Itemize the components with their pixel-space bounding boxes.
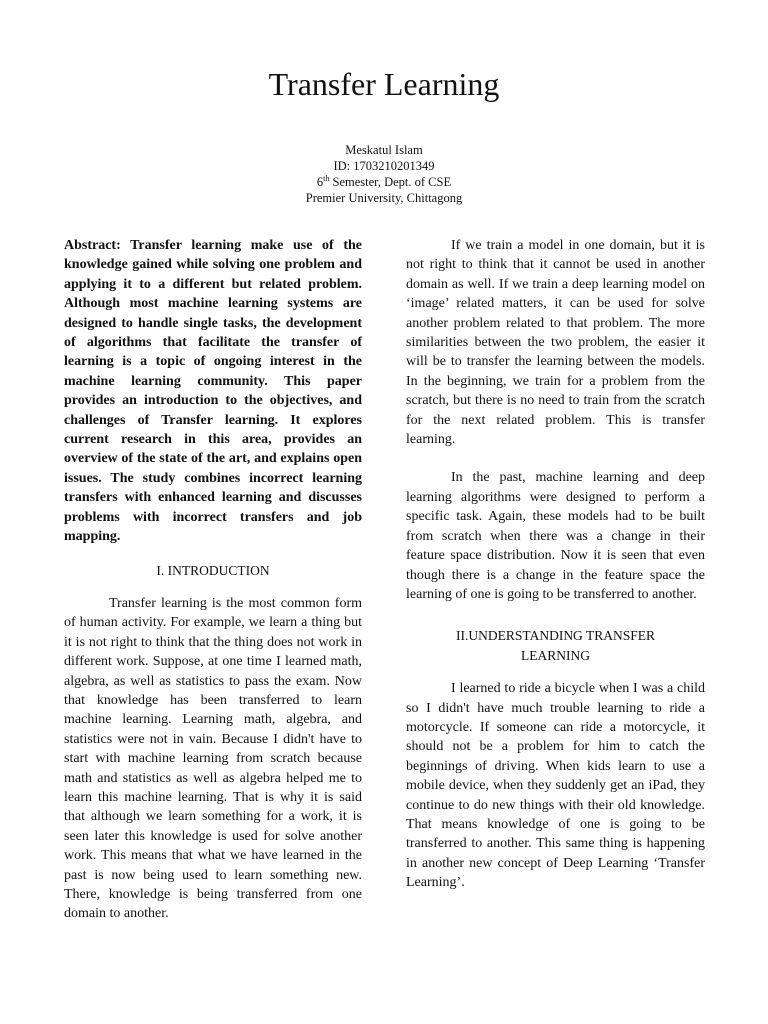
paper-title: Transfer Learning (268, 66, 500, 102)
author-block (0, 142, 768, 206)
section-heading-line-2: LEARNING (521, 647, 590, 663)
understanding-paragraph: I learned to ride a bicycle when I was a child so I didn't have much trouble learning to ride a motorcycle. If someone can ride a motorcycle, it should not be a problem for him to catch the beginnings of driving. When kids learn to use a mobile device, when they suddenly get an iPad, they continue to do new things with their old knowledge. That means knowledge of one is going to be transferred to another. This same thing is happening in another new concept of Deep Learning ‘Transfer Learning’. (406, 681, 705, 891)
semester-department: Semester, Dept. of CSE (329, 175, 452, 189)
section-heading-understanding (406, 626, 705, 665)
author-university: Premier University, Chittagong (305, 191, 463, 205)
body-paragraph-2: In the past, machine learning and deep learning algorithms were designed to perform a specific task. Again, these models had to be built from scratch when there was a change in their feature space distribution. Now it is seen that even though there is a change in the feature space the learning of one is going to be transferred to another. (406, 470, 705, 602)
body-paragraph-1: If we train a model in one domain, but it is not right to think that it cannot be used in another domain as well. If we train a deep learning model on ‘image’ related matters, it can be used for solve another problem related to that problem. The more similarities between the two problem, the easier it will be to transfer the learning between the models. In the beginning, we train for a problem from the scratch, but there is no need to train from the scratch for the next related problem. This is transfer learning. (406, 238, 705, 448)
introduction-paragraph: Transfer learning is the most common form of human activity. For example, we learn a thing but it is not right to think that the thing does not work in different work. Suppose, at one time I learned math, algebra, as well as statistics to pass the exam. Now that knowledge has been transferred to learn machine learning. Learning math, algebra, and statistics were not in vain. Because I didn't have to start with machine learning from scratch because math and statistics as well as algebra helped me to learn this machine learning. That is why it is said that although we learn something for a work, it is seen later this knowledge is used for solve another work. This means that what we have learned in the past is now being used to learn something new. There, knowledge is being transferred from one domain to another. (64, 595, 362, 922)
semester-number: 6 (316, 175, 324, 189)
section-heading-introduction: I. INTRODUCTION (156, 562, 270, 578)
abstract: Abstract: Transfer learning make use of the knowledge gained while solving one problem and applying it to a different but related problem. Although most machine learning systems are designed to handle single tasks, the development of algorithms that facilitate the transfer of learning is a topic of ongoing interest in the machine learning community. This paper provides an introduction to the objectives, and challenges of Transfer learning. It explores current research in this area, provides an overview of the state of the art, and explains open issues. The study combines incorrect learning transfers with enhanced learning and discusses problems with incorrect transfers and job mapping. (64, 238, 362, 545)
semester-superscript: th (323, 173, 330, 183)
right-column (406, 236, 705, 893)
section-heading-line-1: II.UNDERSTANDING TRANSFER (456, 628, 655, 644)
author-id: ID: 1703210201349 (333, 159, 435, 173)
left-column (64, 236, 362, 924)
author-name: Meskatul Islam (345, 143, 423, 157)
author-semester (0, 174, 768, 190)
